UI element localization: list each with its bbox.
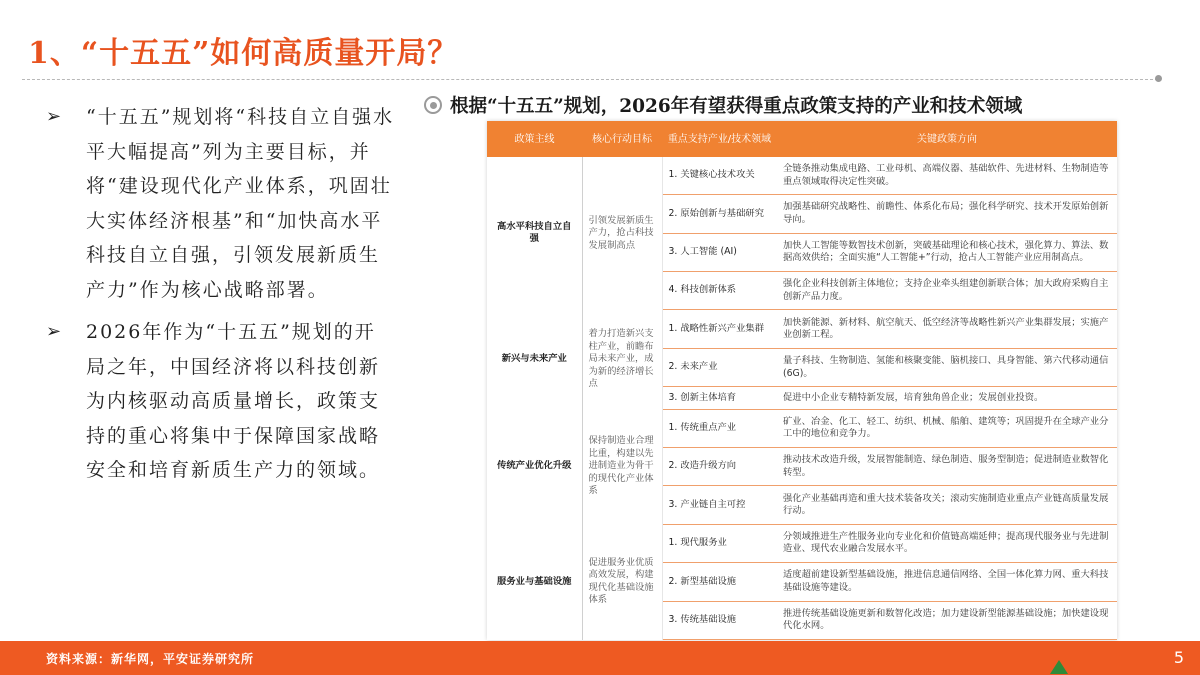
policy-cell: 强化产业基础再造和重大技术装备攻关；滚动实施制造业重点产业链高质量发展行动。: [777, 486, 1117, 524]
field-cell: 3. 产业链自主可控: [662, 486, 777, 524]
policy-cell: 推进传统基础设施更新和数智化改造；加力建设新型能源基础设施；加快建设现代化水网。: [777, 601, 1117, 639]
field-cell: 1. 传统重点产业: [662, 409, 777, 447]
column-header: 关键政策方向: [777, 121, 1117, 157]
policy-line-cell: 传统产业优化升级: [487, 409, 582, 524]
footer-bar: [0, 641, 1200, 675]
field-cell: 2. 原始创新与基础研究: [662, 195, 777, 233]
column-header: 政策主线: [487, 121, 582, 157]
field-cell: 1. 现代服务业: [662, 524, 777, 562]
table-caption: [424, 92, 1022, 118]
arrow-bullet-icon: ➢: [46, 106, 62, 127]
field-cell: 3. 传统基础设施: [662, 601, 777, 639]
policy-cell: 全链条推动集成电路、工业母机、高端仪器、基础软件、先进材料、生物制造等重点领域取得决定性突破。: [777, 157, 1117, 195]
action-goal-cell: 引领发展新质生产力，抢占科技发展制高点: [582, 157, 662, 310]
table-caption-text: 根据“十五五”规划，2026年有望获得重点政策支持的产业和技术领域: [450, 96, 1023, 117]
bullet-text: 2026年作为“十五五”规划的开局之年，中国经济将以科技创新为内核驱动高质量增长，政策支持的重心将集中于保障国家战略安全和培育新质生产力的领域。: [86, 321, 381, 481]
target-icon: [424, 96, 442, 114]
field-cell: 3. 创新主体培育: [662, 387, 777, 409]
field-cell: 1. 战略性新兴产业集群: [662, 310, 777, 348]
field-cell: 2. 未来产业: [662, 348, 777, 386]
policy-line-cell: 新兴与未来产业: [487, 310, 582, 409]
policy-cell: 加快新能源、新材料、航空航天、低空经济等战略性新兴产业集群发展；实施产业创新工程。: [777, 310, 1117, 348]
policy-table-container: [487, 121, 1117, 640]
field-cell: 2. 改造升级方向: [662, 447, 777, 485]
table-row: [487, 310, 1117, 348]
column-header: 重点支持产业/技术领域: [662, 121, 777, 157]
field-cell: 3. 人工智能 (AI): [662, 233, 777, 271]
policy-cell: 矿业、冶金、化工、轻工、纺织、机械、船舶、建筑等；巩固提升在全球产业分工中的地位和竞争力。: [777, 409, 1117, 447]
policy-line-cell: 高水平科技自立自强: [487, 157, 582, 310]
policy-cell: 加快人工智能等数智技术创新，突破基础理论和核心技术，强化算力、算法、数据高效供给；全面实施“人工智能+”行动，抢占人工智能产业应用制高点。: [777, 233, 1117, 271]
policy-cell: 促进中小企业专精特新发展，培育独角兽企业；发展创业投资。: [777, 387, 1117, 409]
page-title: 1、“十五五”如何高质量开局？: [28, 36, 459, 71]
policy-cell: 量子科技、生物制造、氢能和核聚变能、脑机接口、具身智能、第六代移动通信(6G)。: [777, 348, 1117, 386]
action-goal-cell: 促进服务业优质高效发展，构建现代化基础设施体系: [582, 524, 662, 639]
logo-icon: [1050, 660, 1068, 674]
arrow-bullet-icon: ➢: [46, 321, 62, 342]
column-header: 核心行动目标: [582, 121, 662, 157]
bullet-text: “十五五”规划将“科技自立自强水平大幅提高”列为主要目标，并将“建设现代化产业体系，巩固壮大实体经济根基”和“加快高水平科技自立自强，引领发展新质生产力”作为核心战略部署。: [86, 106, 395, 301]
action-goal-cell: 着力打造新兴支柱产业，前瞻布局未来产业，成为新的经济增长点: [582, 310, 662, 409]
action-goal-cell: 保持制造业合理比重，构建以先进制造业为骨干的现代化产业体系: [582, 409, 662, 524]
source-note: 资料来源：新华网，平安证券研究所: [46, 652, 255, 666]
policy-cell: 推动技术改造升级，发展智能制造、绿色制造、服务型制造；促进制造业数智化转型。: [777, 447, 1117, 485]
policy-line-cell: 服务业与基础设施: [487, 524, 582, 639]
field-cell: 2. 新型基础设施: [662, 563, 777, 601]
policy-cell: 强化企业科技创新主体地位；支持企业牵头组建创新联合体；加大政府采购自主创新产品力度。: [777, 272, 1117, 310]
field-cell: 4. 科技创新体系: [662, 272, 777, 310]
table-row: [487, 524, 1117, 562]
title-divider: [22, 79, 1158, 80]
field-cell: 1. 关键核心技术攻关: [662, 157, 777, 195]
divider-dot-icon: [1155, 75, 1162, 82]
policy-cell: 适度超前建设新型基础设施，推进信息通信网络、全国一体化算力网、重大科技基础设施等建设。: [777, 563, 1117, 601]
page-number: 5: [1173, 648, 1184, 667]
policy-cell: 加强基础研究战略性、前瞻性、体系化布局；强化科学研究、技术开发原始创新导向。: [777, 195, 1117, 233]
policy-table: [487, 121, 1117, 640]
policy-cell: 分领域推进生产性服务业向专业化和价值链高端延伸；提高现代服务业与先进制造业、现代农业融合发展水平。: [777, 524, 1117, 562]
table-row: [487, 409, 1117, 447]
bullet-item: [46, 100, 396, 307]
bullet-list: [46, 100, 396, 496]
table-header-row: [487, 121, 1117, 157]
bullet-item: [46, 315, 396, 488]
table-row: [487, 157, 1117, 195]
